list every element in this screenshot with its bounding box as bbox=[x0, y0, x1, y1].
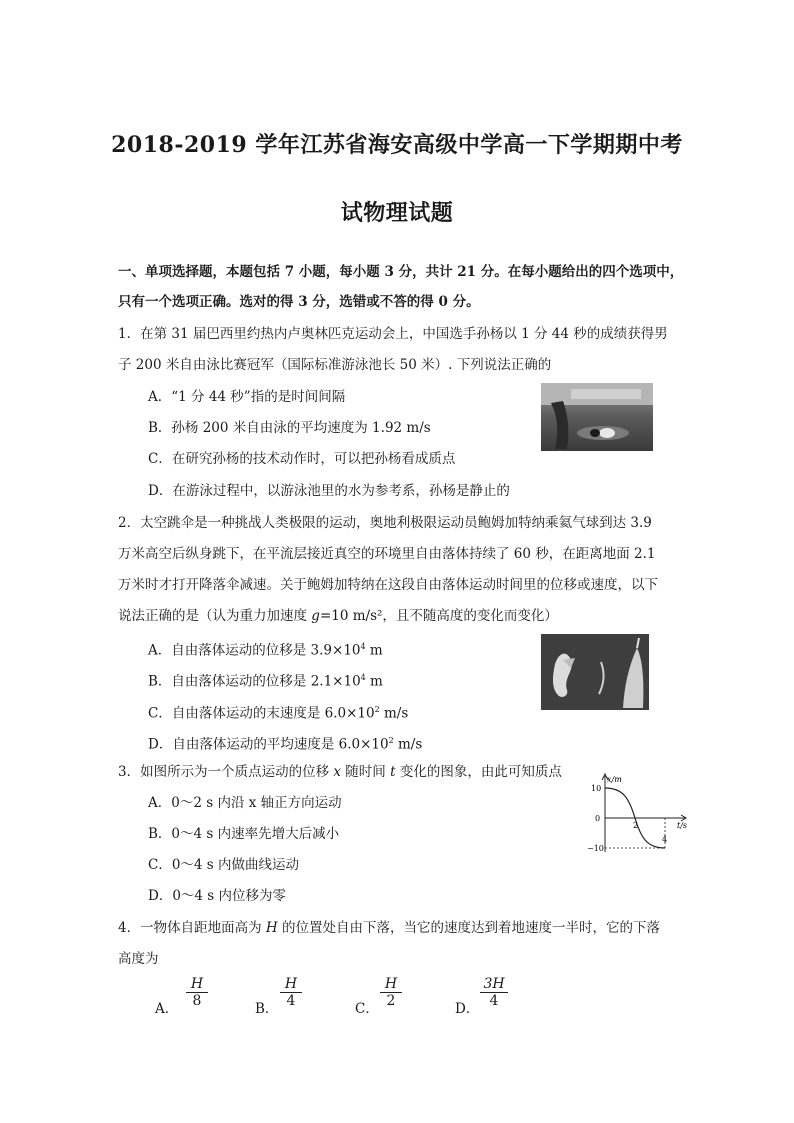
q4-stem-line2: 高度为 bbox=[118, 951, 159, 967]
q4-option-b-fraction bbox=[280, 976, 302, 1009]
q1-option-b: B．孙杨 200 米自由泳的平均速度为 1.92 m/s bbox=[148, 420, 431, 436]
q3-option-b: B．0～4 s 内速率先增大后减小 bbox=[148, 826, 340, 842]
q3-option-c: C．0～4 s 内做曲线运动 bbox=[148, 857, 300, 873]
q4-option-c-fraction bbox=[380, 976, 402, 1009]
xt-graph-tick-2: 2 bbox=[633, 821, 639, 830]
q2-stem-line2: 万米高空后纵身跳下，在平流层接近真空的环境里自由落体持续了 60 秒，在距离地面 2.1 bbox=[118, 546, 656, 562]
q2-stem-line3: 万米时才打开降落伞减速。关于鲍姆加特纳在这段自由落体运动时间里的位移或速度，以下 bbox=[118, 577, 658, 593]
section-heading-line1: 一、单项选择题，本题包括 7 小题，每小题 3 分，共计 21 分。在每小题给出的四个选项中， bbox=[118, 264, 684, 280]
q1-stem-line2: 子 200 米自由泳比赛冠军（国际标准游泳池长 50 米）. 下列说法正确的 bbox=[118, 357, 552, 373]
q4-option-c-numerator: H bbox=[380, 976, 402, 993]
q4-option-a-label: A． bbox=[155, 1001, 179, 1017]
q1-stem-line1: 1．在第 31 届巴西里约热内卢奥林匹克运动会上，中国选手孙杨以 1 分 44 秒的成绩获得男 bbox=[118, 326, 668, 342]
q3-option-d: D．0～4 s 内位移为零 bbox=[148, 888, 287, 904]
xt-graph-tick-4: 4 bbox=[662, 835, 668, 844]
q4-stem-line1: 4．一物体自距地面高为 H 的位置处自由下落，当它的速度达到着地速度一半时，它的下落 bbox=[118, 920, 660, 936]
q3-option-a: A．0～2 s 内沿 x 轴正方向运动 bbox=[148, 795, 342, 811]
q2-option-c: C．自由落体运动的末速度是 $6.0\times 10^2$ m/s bbox=[148, 705, 409, 722]
q4-option-b-numerator: H bbox=[280, 976, 302, 993]
q2-option-d: D．自由落体运动的平均速度是 $6.0\times 10^2$ m/s bbox=[148, 736, 423, 753]
q4-option-a-denominator: 8 bbox=[192, 993, 202, 1009]
section-heading-line2: 只有一个选项正确。选对的得 3 分，选错或不答的得 0 分。 bbox=[118, 294, 480, 310]
q1-option-a: A．“1 分 44 秒”指的是时间间隔 bbox=[148, 389, 346, 405]
q4-option-a-numerator: H bbox=[186, 976, 208, 993]
q3-stem-line1: 3．如图所示为一个质点运动的位移 x 随时间 t 变化的图象，由此可知质点 bbox=[118, 764, 562, 780]
exam-title-line2: 试物理试题 bbox=[340, 200, 454, 226]
q2-option-b: B．自由落体运动的位移是 $2.1\times 10^4$ m bbox=[148, 673, 383, 690]
q2-stem-line4: 说法正确的是（认为重力加速度 g=10 m/s²，且不随高度的变化而变化） bbox=[118, 608, 558, 624]
q4-option-a-fraction bbox=[186, 976, 208, 1009]
q4-option-c-label: C． bbox=[355, 1001, 379, 1017]
xt-graph-ylabel: x/m bbox=[607, 775, 622, 784]
q2-option-a: A．自由落体运动的位移是 $3.9\times 10^4$ m bbox=[148, 642, 383, 659]
q1-option-c: C．在研究孙杨的技术动作时，可以把孙杨看成质点 bbox=[148, 451, 456, 467]
skydiver-photo bbox=[541, 634, 649, 710]
xt-graph-tick-10: 10 bbox=[591, 784, 602, 793]
q1-option-d: D．在游泳过程中，以游泳池里的水为参考系，孙杨是静止的 bbox=[148, 483, 510, 499]
q4-option-b-denominator: 4 bbox=[286, 993, 296, 1009]
xt-graph-tick-m10: −10 bbox=[587, 844, 604, 853]
q4-option-d-numerator: 3H bbox=[480, 976, 508, 993]
q2-stem-line1: 2．太空跳伞是一种挑战人类极限的运动，奥地利极限运动员鲍姆加特纳乘氦气球到达 3.9 bbox=[118, 515, 652, 531]
xt-graph-tick-0: 0 bbox=[595, 814, 601, 823]
xt-graph-xlabel: t/s bbox=[677, 821, 688, 830]
q4-option-b-label: B． bbox=[255, 1001, 279, 1017]
q4-option-d-denominator: 4 bbox=[489, 993, 499, 1009]
exam-title-line1: 2018-2019 学年江苏省海安高级中学高一下学期期中考 bbox=[111, 132, 683, 158]
xt-graph bbox=[585, 770, 695, 858]
q4-option-d-fraction bbox=[480, 976, 508, 1009]
q4-option-c-denominator: 2 bbox=[386, 993, 396, 1009]
q4-option-d-label: D． bbox=[455, 1001, 480, 1017]
swimmer-photo bbox=[541, 383, 653, 451]
